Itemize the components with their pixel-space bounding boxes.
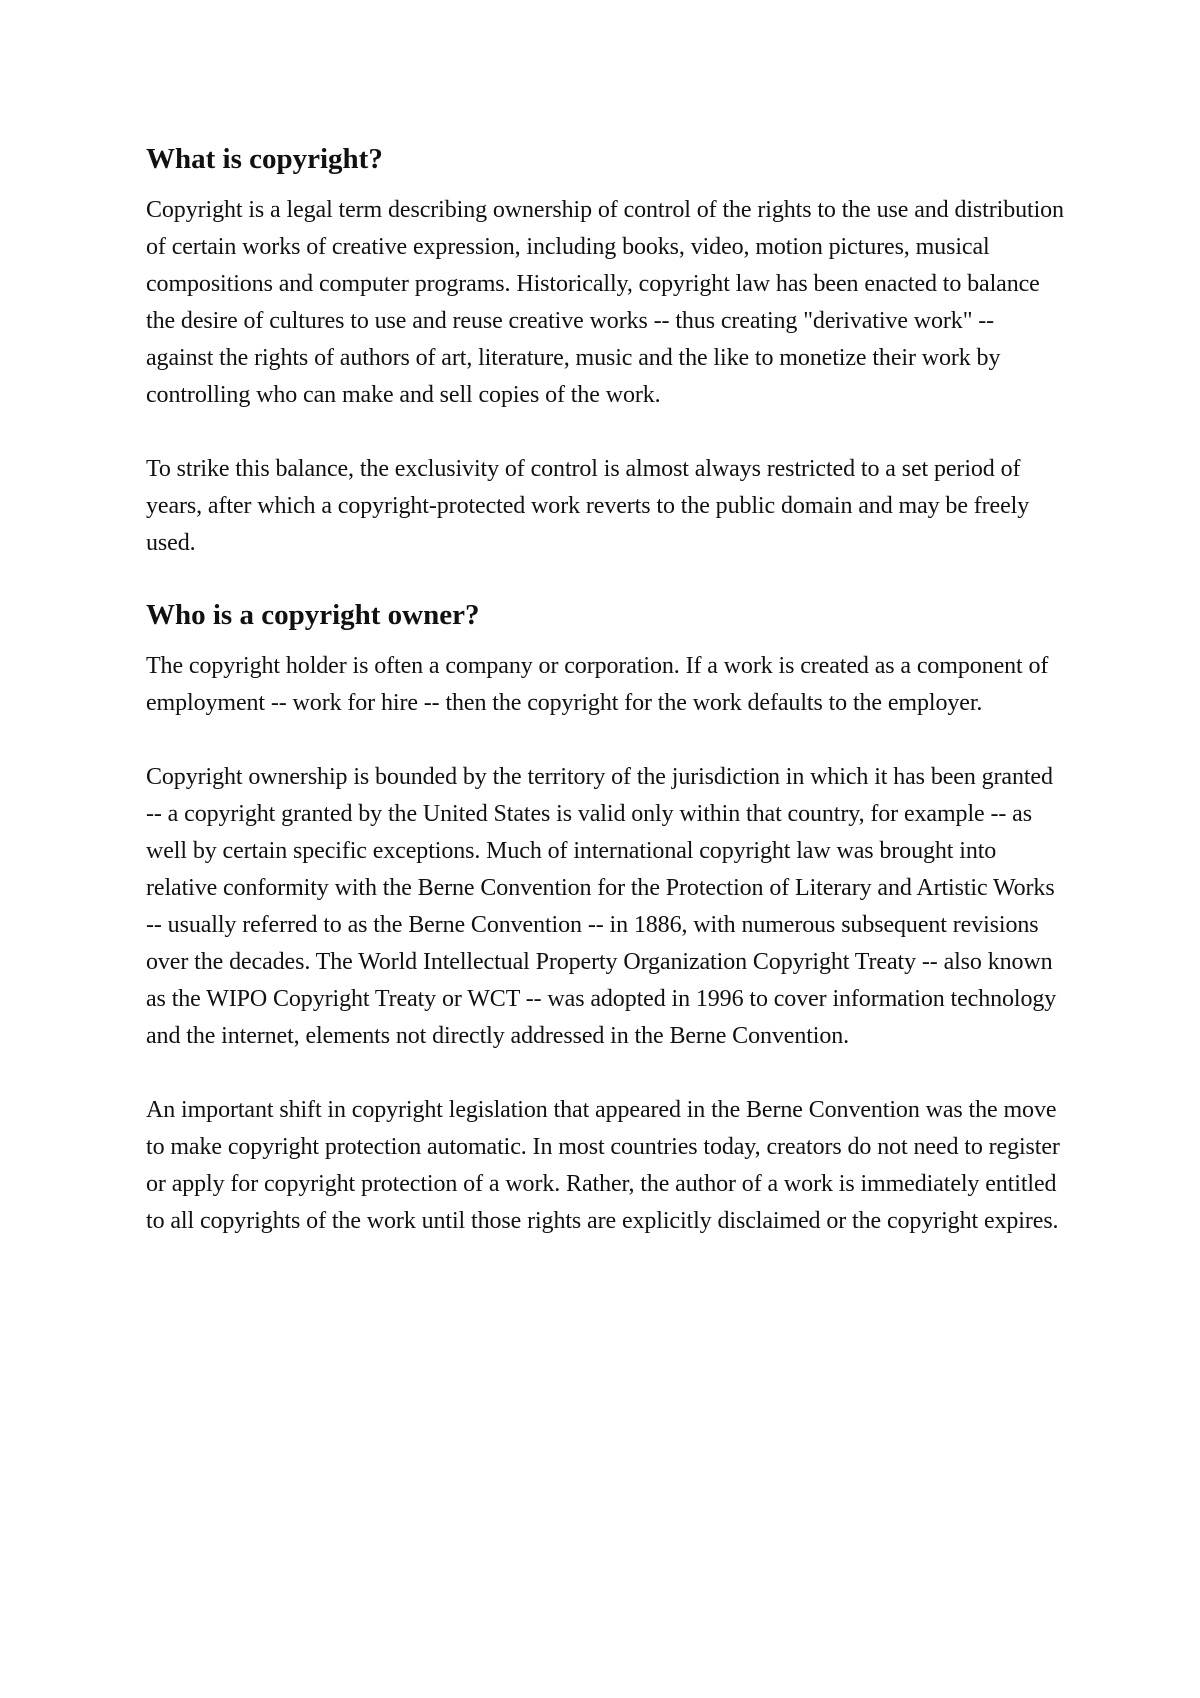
section-heading-what-is-copyright: What is copyright? xyxy=(146,143,383,175)
paragraph: The copyright holder is often a company or corporation. If a work is created as a component of employment -- work for hire -- then the copyright for the work defaults to the employer. xyxy=(146,653,1049,716)
paragraph: To strike this balance, the exclusivity of control is almost always restricted to a set period of years, after which a copyright-protected work reverts to the public domain and may be freely used. xyxy=(146,456,1030,556)
document-page xyxy=(146,140,1066,1240)
paragraph: Copyright is a legal term describing ownership of control of the rights to the use and distribution of certain works of creative expression, including books, video, motion pictures, musical compositions and computer programs. Historically, copyright law has been enacted to balance the desire of cultures to use and reuse creative works -- thus creating "derivative work" -- against the rights of authors of art, literature, music and the like to monetize their work by controlling who can make and sell copies of the work. xyxy=(146,197,1064,408)
paragraph: Copyright ownership is bounded by the territory of the jurisdiction in which it has been granted -- a copyright granted by the United States is valid only within that country, for example -- as well by certain specific exceptions. Much of international copyright law was brought into relative conformity with the Berne Convention for the Protection of Literary and Artistic Works -- usually referred to as the Berne Convention -- in 1886, with numerous subsequent revisions over the decades. The World Intellectual Property Organization Copyright Treaty -- also known as the WIPO Copyright Treaty or WCT -- was adopted in 1996 to cover information technology and the internet, elements not directly addressed in the Berne Convention. xyxy=(146,764,1057,1049)
paragraph: An important shift in copyright legislation that appeared in the Berne Convention was the move to make copyright protection automatic. In most countries today, creators do not need to register or apply for copyright protection of a work. Rather, the author of a work is immediately entitled to all copyrights of the work until those rights are explicitly disclaimed or the copyright expires. xyxy=(146,1097,1060,1234)
section-heading-who-is-owner: Who is a copyright owner? xyxy=(146,599,480,631)
